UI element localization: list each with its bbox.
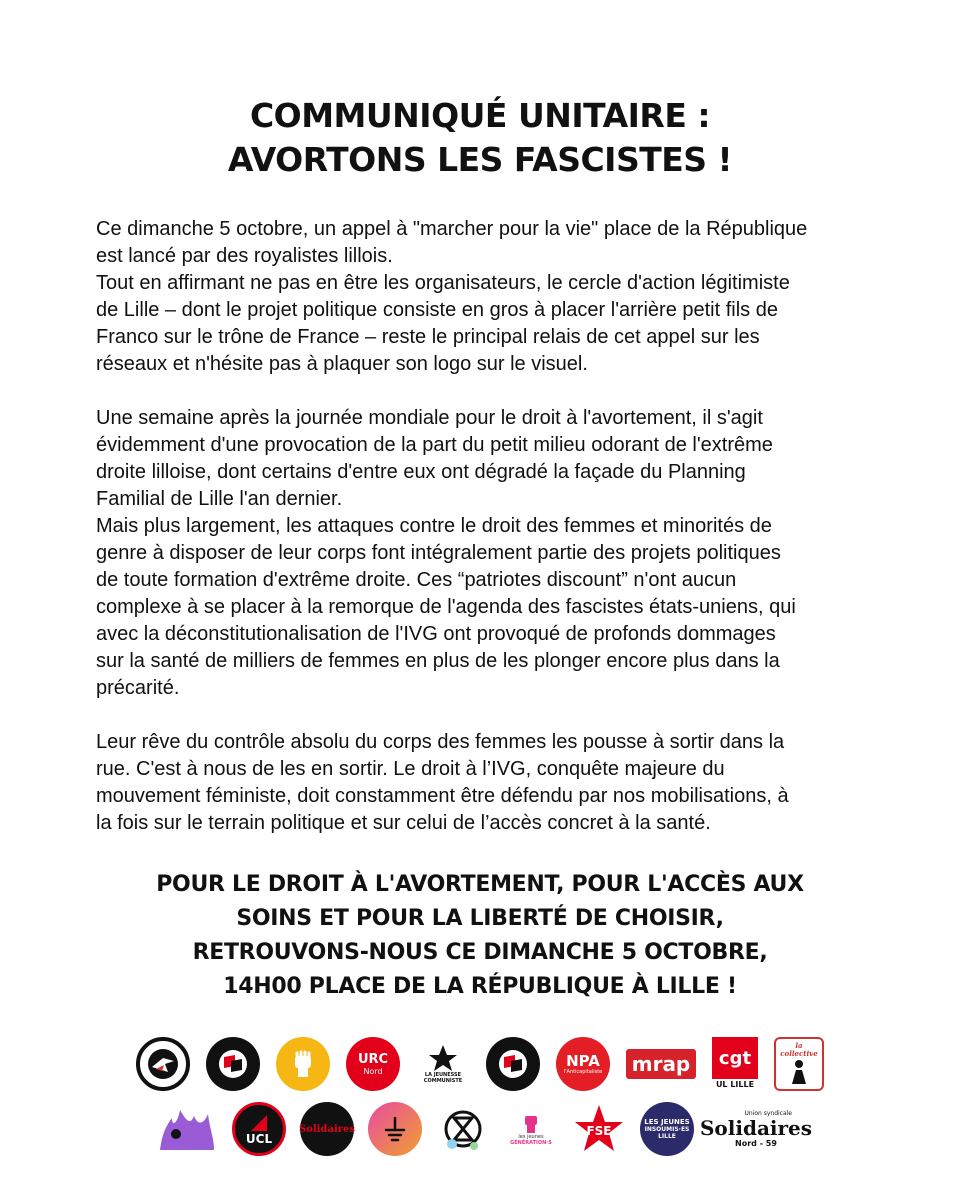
hourglass-icon (438, 1104, 488, 1154)
extinction-rebellion-logo (436, 1102, 490, 1156)
ground-symbol-icon (380, 1114, 410, 1144)
paragraph-2: Une semaine après la journée mondiale pour le droit à l'avortement, il s'agit évidemment d'une provocation de la part du petit milieu odorant de l'extrême droite lilloise, dont certains d'entre eux ont dégradé la façade du Planning Familial de Lille l'an dernier. Mais plus largement, les attaques contre le droit des femmes et minorités de genre à disposer de leur corps font intégralement partie des projets politiques de toute formation d'extrême droite. Ces “patriotes discount” n'ont aucun complexe à se placer à la remorque de l'agenda des fascistes états-uniens, qui avec la déconstitutionalisation de l'IVG ont provoqué de profonds dommages sur la santé de milliers de femmes en plus de les plonger encore plus dans la précarité. (96, 407, 796, 699)
red-star-icon (572, 1102, 626, 1156)
flag-icon (249, 1113, 269, 1133)
npa-logo (556, 1037, 610, 1091)
urc-sub-label: Nord (363, 1066, 383, 1076)
purple-collective-logo (156, 1102, 218, 1156)
generation-s-label-2: GÉNÉRATION·S (510, 1140, 552, 1146)
cgt-logo (712, 1036, 758, 1092)
solidaires-nord-dept: Nord - 59 (735, 1138, 777, 1148)
title-line-2: AVORTONS LES FASCISTES ! (227, 140, 733, 179)
solidaires-nord-union: Union syndicale (744, 1109, 792, 1117)
mrap-logo (626, 1049, 696, 1079)
solidaires-etudiant-label: Solidaires (298, 1123, 356, 1135)
jeunes-insoumis-logo (640, 1102, 694, 1156)
communique-body (96, 216, 876, 837)
solidaires-etudiant-logo (300, 1102, 354, 1156)
lille-antifa-logo (486, 1037, 540, 1091)
fse-label: FSE (586, 1124, 612, 1138)
logo-row-2 (0, 1102, 960, 1156)
pink-circle-logo (368, 1102, 422, 1156)
fse-logo (572, 1102, 626, 1156)
ucl-logo (232, 1102, 286, 1156)
generation-s-label-1: les jeunes (518, 1134, 544, 1140)
paragraph-1: Ce dimanche 5 octobre, un appel à "marcher pour la vie" place de la République est lancé par des royalistes lillois. Tout en affirmant ne pas en être les organisateurs, le cercle d'action légitimiste de Lille – dont le projet politique consiste en gros à placer l'arrière petit fils de Franco sur le trône de France – reste le principal relais de cet appel sur les réseaux et n'hésite pas à plaquer son logo sur le visuel. (96, 218, 808, 375)
npa-sub-label: l'Anticapitaliste (563, 1069, 603, 1075)
mrap-label: mrap (631, 1052, 691, 1076)
antifa-flags-icon (493, 1044, 533, 1084)
urc-label: URC (357, 1051, 389, 1067)
union-antifasciste-logo (206, 1037, 260, 1091)
communaliste-antifasciste-logo (136, 1037, 190, 1091)
communique-title (0, 94, 960, 182)
cgt-label: cgt (718, 1047, 752, 1069)
call-to-action: POUR LE DROIT À L'AVORTEMENT, POUR L'ACCÈS AUX SOINS ET POUR LA LIBERTÉ DE CHOISIR, RETROUVONS-NOUS CE DIMANCHE 5 OCTOBRE, 14H00 PLACE DE LA RÉPUBLIQUE À LILLE ! (156, 872, 804, 999)
jeunes-insoumis-label-3: LILLE (658, 1133, 676, 1140)
fist-icon (521, 1112, 541, 1134)
jeunesse-communiste-logo (416, 1037, 470, 1091)
cgt-sub-label: UL LILLE (715, 1080, 755, 1089)
jeunes-insoumis-label-2: INSOUMIS·ES (644, 1126, 690, 1133)
urc-nord-logo (346, 1037, 400, 1091)
solidaires-nord-label: Solidaires (699, 1115, 813, 1140)
yellow-fist-logo (276, 1037, 330, 1091)
jeunes-insoumis-label-1: LES JEUNES (644, 1118, 690, 1126)
star-icon (428, 1044, 458, 1072)
title-line-1: COMMUNIQUÉ UNITAIRE : (249, 96, 711, 135)
jeunesse-communiste-label: LA JEUNESSE COMMUNISTE (423, 1072, 463, 1084)
fist-icon (288, 1048, 318, 1080)
la-collective-logo (774, 1037, 824, 1091)
npa-label: NPA (566, 1052, 600, 1070)
solidaires-nord-logo (699, 1102, 813, 1156)
ucl-label: UCL (245, 1131, 273, 1146)
figure-icon (787, 1058, 811, 1086)
antifa-flags-icon (211, 1042, 255, 1086)
flame-figure-icon (156, 1104, 218, 1154)
swallow-icon (146, 1047, 180, 1081)
paragraph-3: Leur rêve du contrôle absolu du corps des femmes les pousse à sortir dans la rue. C'est à nous de les en sortir. Le droit à l’IVG, conquête majeure du mouvement féministe, doit constamment être défendu par nos mobilisations, à la fois sur le terrain politique et sur celui de l’accès concret à la santé. (96, 731, 789, 834)
logo-row-1 (0, 1036, 960, 1092)
la-collective-label: la collective (780, 1041, 818, 1058)
generation-s-logo (504, 1102, 558, 1156)
